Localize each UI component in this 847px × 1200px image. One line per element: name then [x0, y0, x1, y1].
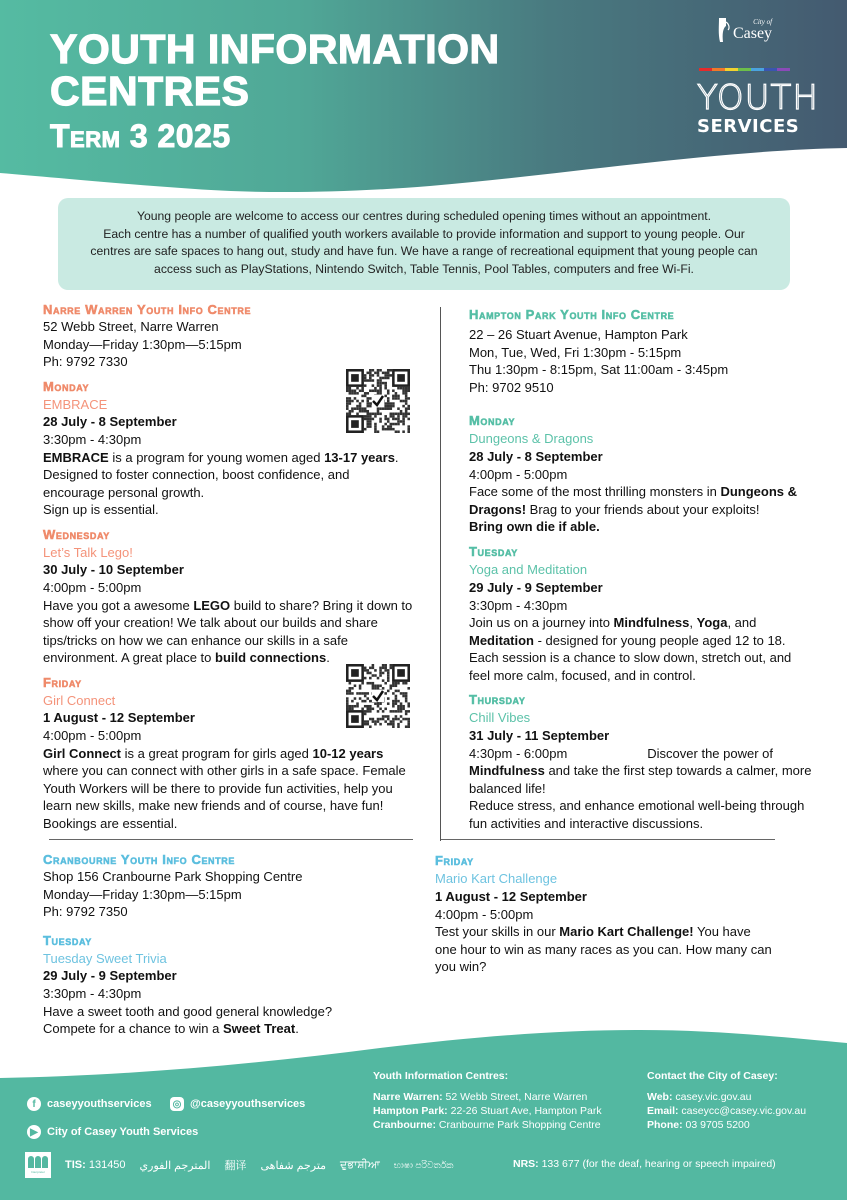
centre-phone: Ph: 9792 7350 — [43, 904, 128, 919]
emphasis-text: Yoga — [696, 615, 728, 630]
program-time: 3:30pm - 4:30pm — [43, 432, 142, 447]
footer-centre-label: Hampton Park: — [373, 1105, 448, 1117]
centre-name-cranbourne: Cranbourne Youth Info Centre — [43, 852, 235, 867]
contact-label: Web: — [647, 1091, 673, 1103]
footer-centre-value: 22-26 Stuart Ave, Hampton Park — [447, 1105, 602, 1117]
footer-centre-row — [373, 1118, 602, 1132]
emphasis-text: Sweet Treat — [222, 1021, 296, 1036]
logo-city-of: City of — [753, 18, 773, 26]
rainbow-segment — [738, 68, 751, 71]
interpreter-row — [25, 1152, 453, 1178]
casey-youth-services-logo — [697, 12, 819, 137]
rainbow-segment — [712, 68, 725, 71]
footer-contact — [647, 1069, 806, 1132]
tis-number — [65, 1159, 126, 1171]
program-name: Chill Vibes — [469, 710, 531, 725]
program-day: Monday — [469, 413, 516, 428]
footer-centre-value: Cranbourne Park Shopping Centre — [436, 1119, 601, 1131]
program-time: 3:30pm - 4:30pm — [469, 597, 568, 613]
facebook-handle: caseyyouthservices — [47, 1098, 152, 1110]
centre-hours-2: Thu 1:30pm - 8:15pm, Sat 11:00am - 3:45pm — [469, 362, 729, 377]
program-dates: 29 July - 9 September — [43, 968, 177, 983]
program-name: Girl Connect — [43, 692, 116, 708]
rainbow-segment — [764, 68, 777, 71]
emphasis-text: LEGO — [193, 597, 231, 613]
centre-phone: Ph: 9702 9510 — [469, 379, 554, 395]
program-day: Friday — [435, 853, 474, 868]
casey-leaf-icon — [717, 16, 731, 44]
emphasis-text: Mindfulness — [469, 763, 545, 778]
program-day: Friday — [43, 674, 82, 690]
emphasis-text: Dungeons & Dragons! — [469, 484, 797, 517]
section-divider-left — [49, 839, 413, 840]
youtube-channel: City of Casey Youth Services — [47, 1126, 199, 1138]
footer-centre-label: Cranbourne: — [373, 1119, 436, 1131]
program-dates: 31 July - 11 September — [469, 727, 610, 743]
interpreter-icon — [25, 1152, 51, 1178]
language-sinhala: භාෂා පරිවර්තක — [393, 1159, 454, 1170]
contact-label: Email: — [647, 1105, 679, 1117]
rainbow-segment — [777, 68, 790, 71]
emphasis-text: Mario Kart Challenge! — [559, 924, 694, 939]
centre-hours: Monday—Friday 1:30pm—5:15pm — [43, 336, 242, 352]
program-day: Monday — [43, 378, 90, 394]
program-description: Have you got a awesome LEGO build to share? Bring it down to show off your creation! We talk about our builds and share tips/tricks on how we can enhance our skills in a safe environment. A great place to build connections. — [43, 597, 413, 665]
nrs-info — [513, 1158, 776, 1170]
program-note: Sign up is essential. — [43, 502, 159, 517]
program-description: EMBRACE is a program for young women aged 13-17 years. Designed to foster connection, boost confidence, and encourage personal growth. — [43, 449, 399, 500]
language-punjabi: ਦੁਭਾਸ਼ੀਆ — [340, 1158, 380, 1171]
program-time: 4:00pm - 5:00pm — [43, 728, 142, 743]
language-chinese: 翻译 — [224, 1160, 247, 1172]
hampton-park-section — [469, 307, 814, 832]
contact-value: casey.vic.gov.au — [672, 1091, 752, 1103]
tis-value: 131450 — [85, 1159, 126, 1171]
program-name: Dungeons & Dragons — [469, 431, 594, 446]
program-time: 4:30pm - 6:00pm — [469, 745, 568, 761]
program-lego — [43, 526, 413, 667]
program-dungeons-dragons — [469, 412, 814, 536]
program-time: 4:00pm - 5:00pm — [43, 580, 142, 595]
program-dates: 1 August - 12 September — [43, 710, 195, 725]
program-time-row — [469, 745, 814, 763]
instagram-link[interactable] — [170, 1097, 305, 1111]
qr-code-embrace[interactable] — [346, 369, 410, 433]
intro-box — [58, 198, 790, 290]
program-name: Yoga and Meditation — [469, 562, 588, 577]
centre-hours-1: Mon, Tue, Wed, Fri 1:30pm - 5:15pm — [469, 344, 682, 360]
centre-address: 52 Webb Street, Narre Warren — [43, 319, 219, 334]
footer-contact-heading: Contact the City of Casey: — [647, 1070, 778, 1082]
intro-line-1: Young people are welcome to access our centres during scheduled opening times without an appointment. — [136, 209, 712, 223]
column-divider — [440, 307, 441, 841]
intro-line-3: centres are safe spaces to hang out, study and have fun. We have a range of recreational equipment that young people can — [90, 244, 758, 258]
emphasis-text: 13-17 years — [324, 449, 395, 465]
footer-centres — [373, 1069, 602, 1132]
program-name: Mario Kart Challenge — [435, 871, 558, 886]
program-name: EMBRACE — [43, 396, 108, 412]
program-note: Reduce stress, and enhance emotional well-being through fun activities and interactive discussions. — [469, 798, 805, 831]
centre-name-narre-warren: Narre Warren Youth Info Centre — [43, 302, 252, 317]
emphasis-text: EMBRACE — [43, 449, 109, 465]
program-day: Wednesday — [43, 526, 110, 542]
program-description: Have a sweet tooth and good general knowledge? Compete for a chance to win a Sweet Treat. — [43, 1003, 333, 1036]
program-description: Join us on a journey into Mindfulness, Yoga, and Meditation - designed for young people aged 12 to 18. Each session is a chance to slow down, stretch out, and feel more calm, focused, and in control. — [469, 615, 792, 683]
centre-phone: Ph: 9792 7330 — [43, 354, 128, 369]
page-title-line-2: CENTRES — [50, 68, 250, 114]
term-subtitle: Term 3 2025 — [50, 118, 231, 154]
intro-line-2: Each centre has a number of qualified youth workers available to provide information and support to young people. Our — [103, 226, 745, 241]
emphasis-text: build connections — [215, 650, 327, 665]
footer-contact-phone[interactable] — [647, 1118, 806, 1132]
interpreter-icon-label: Interpreter — [31, 1170, 45, 1174]
language-arabic: المترجم الفوري — [139, 1159, 211, 1172]
program-dates: 30 July - 10 September — [43, 562, 184, 577]
emphasis-text: Girl Connect — [43, 745, 122, 761]
city-of-casey-logo — [697, 12, 792, 48]
contact-value: caseycc@casey.vic.gov.au — [678, 1105, 807, 1117]
program-description: Test your skills in our Mario Kart Challenge! You have one hour to win as many races as you can. How many can you win? — [435, 924, 772, 974]
centre-address: 22 – 26 Stuart Avenue, Hampton Park — [469, 327, 688, 342]
footer-centre-value: 52 Webb Street, Narre Warren — [442, 1091, 588, 1103]
centre-hours: Monday—Friday 1:30pm—5:15pm — [43, 886, 242, 902]
centre-address: Shop 156 Cranbourne Park Shopping Centre — [43, 869, 303, 884]
logo-casey: Casey — [732, 25, 773, 42]
qr-code-girl-connect[interactable] — [346, 664, 410, 728]
footer-contact-web[interactable] — [647, 1090, 806, 1104]
program-dates: 28 July - 8 September — [43, 414, 177, 429]
program-description-lead: Discover the power of — [647, 745, 774, 761]
program-time: 4:00pm - 5:00pm — [469, 466, 568, 482]
program-dates: 28 July - 8 September — [469, 448, 603, 464]
rainbow-segment — [751, 68, 764, 71]
program-time: 4:00pm - 5:00pm — [435, 906, 534, 922]
nrs-label: NRS: — [513, 1158, 539, 1170]
footer-centre-label: Narre Warren: — [373, 1091, 443, 1103]
contact-label: Phone: — [647, 1119, 683, 1131]
program-name: Tuesday Sweet Trivia — [43, 950, 167, 966]
emphasis-text: Meditation — [469, 632, 534, 648]
program-name: Let’s Talk Lego! — [43, 544, 133, 560]
program-note: Bring own die if able. — [469, 519, 600, 534]
program-description: Girl Connect is a great program for girls aged 10-12 years where you can connect with other girls in a safe space. Female Youth Workers will be there to provide fun activities, help you learn new skills, make new friends and of course, have fun! Bookings are essential. — [43, 745, 406, 831]
program-day: Tuesday — [469, 544, 518, 559]
facebook-icon: f — [27, 1097, 41, 1111]
program-description: Mindfulness and take the first step towards a calmer, more balanced life! — [469, 763, 812, 796]
youtube-icon: ▶ — [27, 1125, 41, 1139]
instagram-handle: @caseyyouthservices — [190, 1098, 306, 1110]
cranbourne-friday-section — [435, 852, 780, 976]
program-dates: 1 August - 12 September — [435, 888, 587, 904]
facebook-link[interactable] — [27, 1097, 152, 1111]
intro-line-4: access such as PlayStations, Nintendo Switch, Table Tennis, Pool Tables, computers and free Wi-Fi. — [154, 261, 694, 276]
tis-label: TIS: — [65, 1159, 86, 1171]
nrs-value: 133 677 (for the deaf, hearing or speech impaired) — [538, 1158, 776, 1170]
program-description: Face some of the most thrilling monsters in Dungeons & Dragons! Brag to your friends about your exploits! — [469, 484, 797, 517]
program-day: Tuesday — [43, 932, 92, 948]
footer-centres-heading: Youth Information Centres: — [373, 1070, 509, 1082]
footer-centre-row — [373, 1090, 602, 1104]
logo-services: SERVICES — [697, 116, 800, 137]
program-day: Thursday — [469, 692, 526, 707]
program-time: 3:30pm - 4:30pm — [43, 986, 142, 1001]
title-block — [50, 28, 500, 156]
emphasis-text: Mindfulness — [613, 615, 690, 630]
footer-contact-email[interactable] — [647, 1104, 806, 1118]
header-banner — [0, 0, 847, 200]
centre-name-hampton-park: Hampton Park Youth Info Centre — [469, 307, 675, 322]
logo-youth: YOUTH — [697, 78, 819, 118]
section-divider-right — [441, 839, 775, 840]
contact-value: 03 9705 5200 — [682, 1119, 750, 1131]
program-chill-vibes — [469, 691, 814, 832]
youtube-link[interactable] — [27, 1125, 198, 1139]
page-title-line-1: YOUTH INFORMATION — [50, 26, 500, 72]
language-persian: مترجم شفاهی — [260, 1159, 327, 1172]
program-mario-kart — [435, 852, 780, 976]
footer-centre-row — [373, 1104, 602, 1118]
rainbow-segment — [699, 68, 712, 71]
program-yoga-meditation — [469, 543, 814, 684]
program-dates: 29 July - 9 September — [469, 579, 603, 595]
rainbow-segment — [725, 68, 738, 71]
instagram-icon: ◎ — [170, 1097, 184, 1111]
emphasis-text: 10-12 years — [312, 745, 384, 761]
rainbow-bar — [699, 68, 791, 71]
